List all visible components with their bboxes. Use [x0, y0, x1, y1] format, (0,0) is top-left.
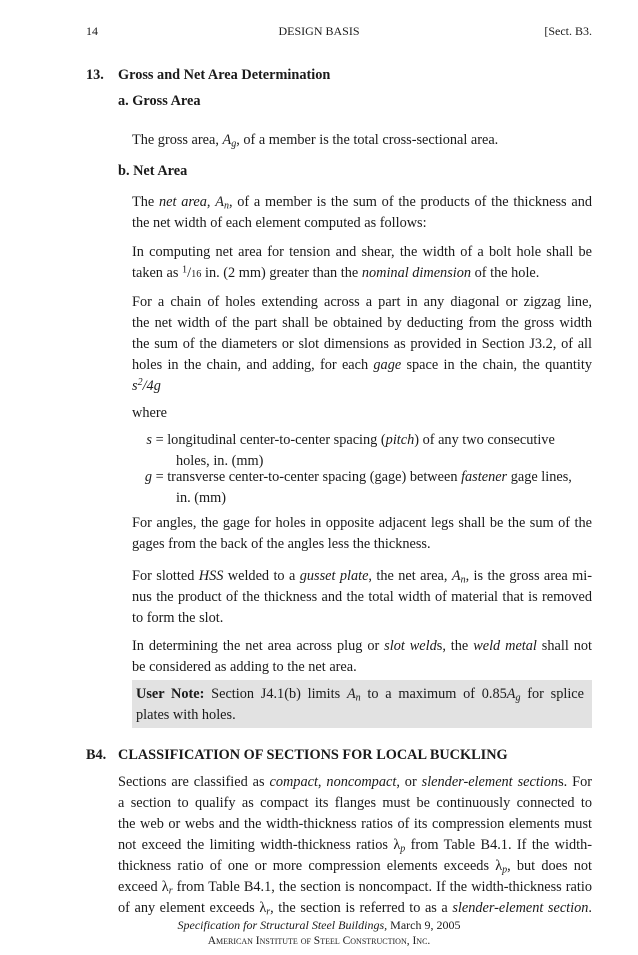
footer-publisher: American Institute of Steel Construction, Inc.	[207, 935, 431, 947]
where-label: where	[132, 405, 167, 421]
page-number: 14	[86, 24, 98, 38]
paragraph-chain-of-holes: For a chain of holes extending across a part in any diagonal or zigzag line, the net width of the part shall be obtained by deducting from the gross width the sum of the diameters or slot dimensions as provided in Section J3.2, of all holes in the chain, and adding, for each gage space in the chain, the quantity $s^2/4g$	[132, 294, 592, 394]
paragraph-gross-area: The gross area, $A_g$, of a member is the total cross-sectional area.	[132, 132, 499, 150]
paragraph-bolt-hole-width: In computing net area for tension and shear, the width of a bolt hole shall be taken as $^1$/16 in. (2 mm) greater than the nominal dimension of the hole.	[132, 244, 592, 281]
paragraph-plug-slot-welds: In determining the net area across plug or slot welds, the weld metal shall not be considered as adding to the net area.	[132, 638, 593, 675]
subsection-heading-net-area: b. Net Area	[118, 163, 188, 179]
section-number-b4: B4.	[86, 747, 107, 763]
paragraph-angles: For angles, the gage for holes in opposite adjacent legs shall be the sum of the gages from the back of the angles less the thickness.	[132, 515, 592, 552]
paragraph-slotted-hss: For slotted HSS welded to a gusset plate, the net area, $A_n$, is the gross area mi- nus the product of the thickness and the total width of material that is removed to form the slot.	[132, 568, 592, 626]
section-title-b4: CLASSIFICATION OF SECTIONS FOR LOCAL BUCKLING	[118, 747, 508, 763]
section-number: 13.	[86, 67, 104, 83]
definition-s: s = longitudinal center-to-center spacing (pitch) of any two consecutive holes, in. (mm)	[146, 432, 555, 469]
paragraph-net-area-definition: The net area, $A_n$, of a member is the sum of the products of the thickness and the net width of each element computed as follows:	[132, 194, 592, 231]
subsection-heading-gross-area: a. Gross Area	[118, 93, 201, 109]
definition-g: g = transverse center-to-center spacing (gage) between fastener gage lines, in. (mm)	[144, 469, 572, 506]
paragraph-classification: Sections are classified as compact, noncompact, or slender-element sections. For a section to qualify as compact its flanges must be continuously connected to the web or webs and the width-thickness ratios of its compression elements must not exceed the limiting width-thickness ratios $\lambda_p$ from Table B4.1. If the width- thickness ratio of one or more compression elements exceeds $\lambda_p$, but does not exceed $\lambda_r$ from Table B4.1, the section is noncompact. If the width-thickness ratio of any element exceeds $\lambda_r$, the section is referred to as a slender-element section.	[118, 774, 593, 918]
footer-spec-title: Specification for Structural Steel Buildings, March 9, 2005	[177, 918, 461, 932]
section-reference: [Sect. B3.	[544, 24, 592, 38]
user-note-text: User Note: Section J4.1(b) limits $A_n$ to a maximum of $0.85A_g$ for splice plates with holes.	[136, 686, 584, 723]
section-title: Gross and Net Area Determination	[118, 67, 331, 83]
running-title: DESIGN BASIS	[278, 24, 360, 38]
